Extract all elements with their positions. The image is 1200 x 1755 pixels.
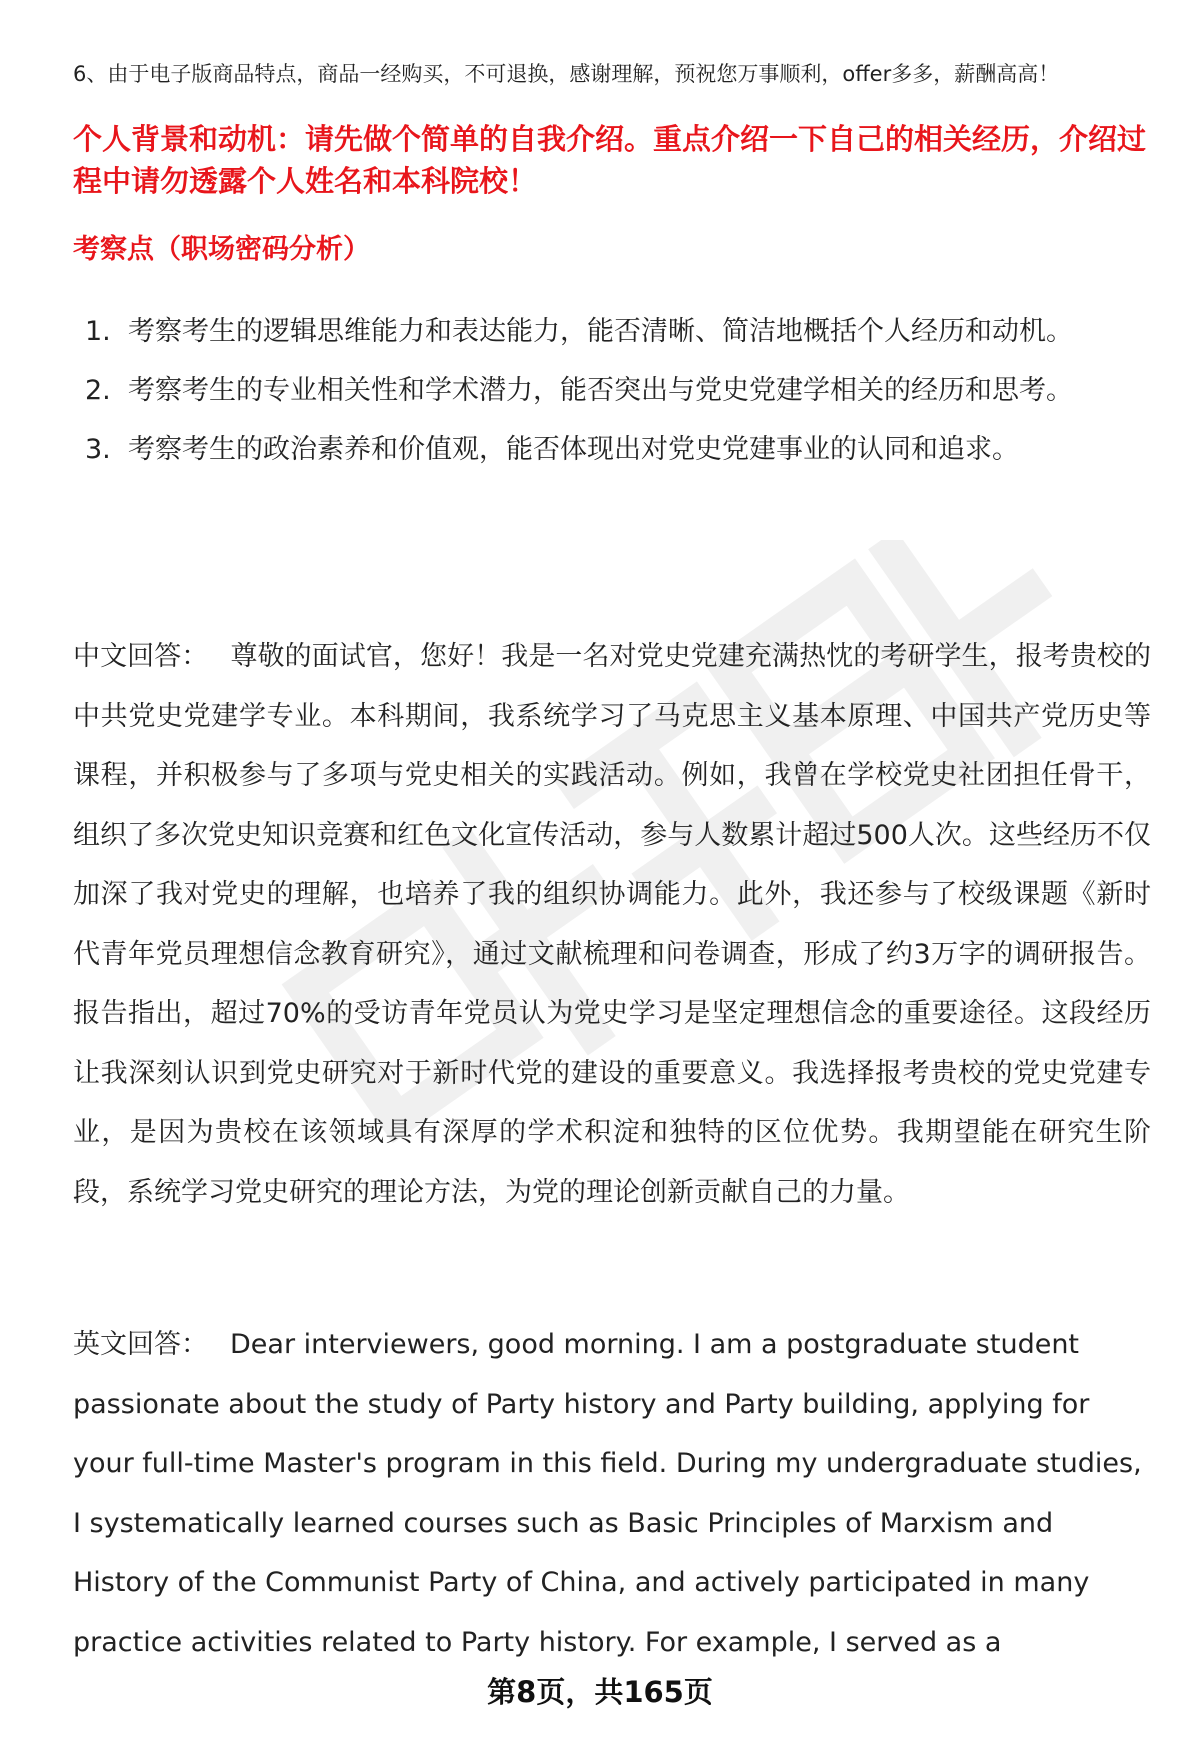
list-item-text: 考察考生的政治素养和价值观，能否体现出对党史党建事业的认同和追求。	[128, 434, 1019, 465]
english-answer-label: 英文回答：	[73, 1329, 208, 1360]
english-answer-paragraph	[73, 1315, 1151, 1672]
question-title: 个人背景和动机：请先做个简单的自我介绍。重点介绍一下自己的相关经历，介绍过程中请勿透露个人姓名和本科院校！	[73, 122, 1147, 198]
list-item	[73, 361, 1123, 420]
chinese-answer-text: 尊敬的面试官，您好！我是一名对党史党建充满热忱的考研学生，报考贵校的中共党史党建学专业。本科期间，我系统学习了马克思主义基本原理、中国共产党历史等课程，并积极参与了多项与党史相关的实践活动。例如，我曾在学校党史社团担任骨干，组织了多次党史知识竞赛和红色文化宣传活动，参与人数累计超过500人次。这些经历不仅加深了我对党史的理解，也培养了我的组织协调能力。此外，我还参与了校级课题《新时代青年党员理想信念教育研究》，通过文献梳理和问卷调查，形成了约3万字的调研报告。报告指出，超过70%的受访青年党员认为党史学习是坚定理想信念的重要途径。这段经历让我深刻认识到党史研究对于新时代党的建设的重要意义。我选择报考贵校的党史党建专业，是因为贵校在该领域具有深厚的学术积淀和独特的区位优势。我期望能在研究生阶段，系统学习党史研究的理论方法，为党的理论创新贡献自己的力量。	[73, 641, 1152, 1208]
list-item-number: 1.	[85, 316, 111, 347]
points-heading: 考察点（职场密码分析）	[73, 234, 370, 265]
chinese-answer-label: 中文回答：	[73, 641, 209, 672]
evaluation-points-list	[73, 302, 1123, 479]
list-item-number: 2.	[85, 375, 111, 406]
list-item-text: 考察考生的专业相关性和学术潜力，能否突出与党史党建学相关的经历和思考。	[128, 375, 1073, 406]
list-item-number: 3.	[85, 434, 111, 465]
list-item-text: 考察考生的逻辑思维能力和表达能力，能否清晰、简洁地概括个人经历和动机。	[128, 316, 1073, 347]
chinese-answer-paragraph	[73, 627, 1151, 1222]
list-item	[73, 302, 1123, 361]
list-item	[73, 420, 1123, 479]
english-answer-text: Dear interviewers, good morning. I am a postgraduate student passionate about the study of Party history and Party building, applying for your full-time Master's program in this field. During my undergraduate studies, I systematically learned courses such as Basic Principles of Marxism and History of the Communist Party of China, and actively participated in many practice activities related to Party history. For example, I served as a	[73, 1329, 1142, 1658]
notice-text: 6、由于电子版商品特点，商品一经购买，不可退换，感谢理解，预祝您万事顺利，offer多多，薪酬高高！	[73, 62, 1060, 86]
page-number-footer: 第8页，共165页	[487, 1675, 713, 1709]
